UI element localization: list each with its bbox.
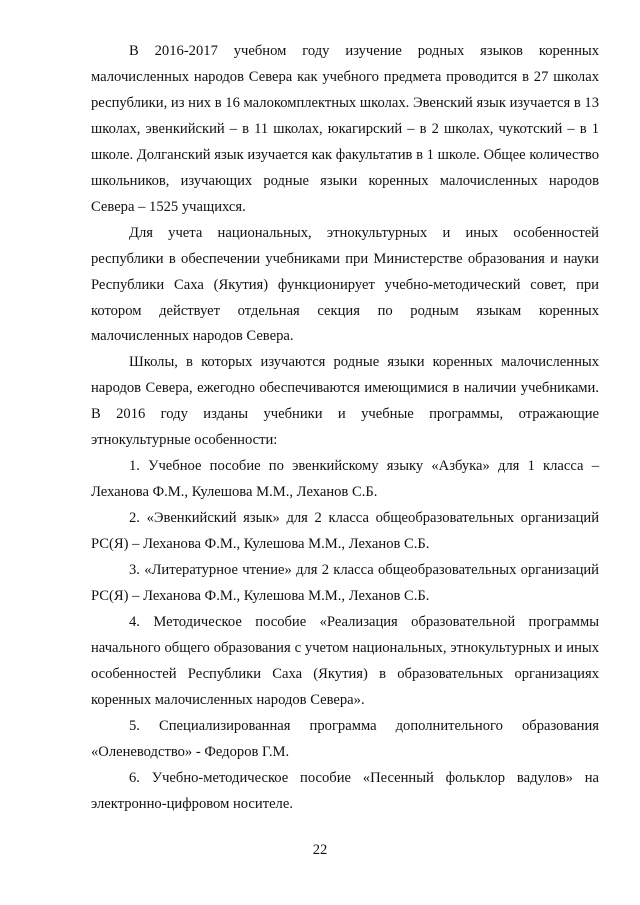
paragraph-textbook-supply: Школы, в которых изучаются родные языки коренных малочисленных народов Севера, ежегодно обеспечиваются имеющимися в наличии учебниками. В 2016 году изданы учебники и учебные программы, отражающие этнокультурные особенности:	[91, 354, 599, 449]
list-item-evenki-language: 2. «Эвенкийский язык» для 2 класса общеобразовательных организаций РС(Я) – Леханова Ф.М., Кулешова М.М., Леханов С.Б.	[91, 510, 599, 553]
list-item-methodical-guide: 4. Методическое пособие «Реализация образовательной программы начального общего образования с учетом национальных, этнокультурных и иных особенностей Республики Саха (Якутия) в образовательных организациях коренных малочисленных народов Севера».	[91, 613, 599, 708]
document-body	[91, 39, 599, 818]
paragraph-languages-study: В 2016-2017 учебном году изучение родных языков коренных малочисленных народов Севера как учебного предмета проводится в 27 школах республики, из них в 16 малокомплектных школах. Эвенский язык изучается в 13 школах, эвенкийский – в 11 школах, юкагирский – в 2 школах, чукотский – в 1 школе. Долганский язык изучается как факультатив в 1 школе. Общее количество школьников, изучающих родные языки коренных малочисленных народов Севера – 1525 учащихся.	[91, 43, 599, 215]
list-item-literary-reading: 3. «Литературное чтение» для 2 класса общеобразовательных организаций РС(Я) – Леханова Ф.М., Кулешова М.М., Леханов С.Б.	[91, 562, 599, 605]
paragraph-methodical-council: Для учета национальных, этнокультурных и иных особенностей республики в обеспечении учебниками при Министерстве образования и науки Республики Саха (Якутия) функционирует учебно-методический совет, при котором действует отдельная секция по родным языкам коренных малочисленных народов Севера.	[91, 224, 599, 345]
list-item-azbuka: 1. Учебное пособие по эвенкийскому языку «Азбука» для 1 класса – Леханова Ф.М., Кулешова М.М., Леханов С.Б.	[91, 458, 599, 501]
page-number: 22	[312, 842, 328, 858]
list-item-reindeer-program: 5. Специализированная программа дополнительного образования «Оленеводство» - Федоров Г.М.	[91, 717, 599, 760]
list-item-song-folklore: 6. Учебно-методическое пособие «Песенный фольклор вадулов» на электронно-цифровом носителе.	[91, 769, 599, 812]
